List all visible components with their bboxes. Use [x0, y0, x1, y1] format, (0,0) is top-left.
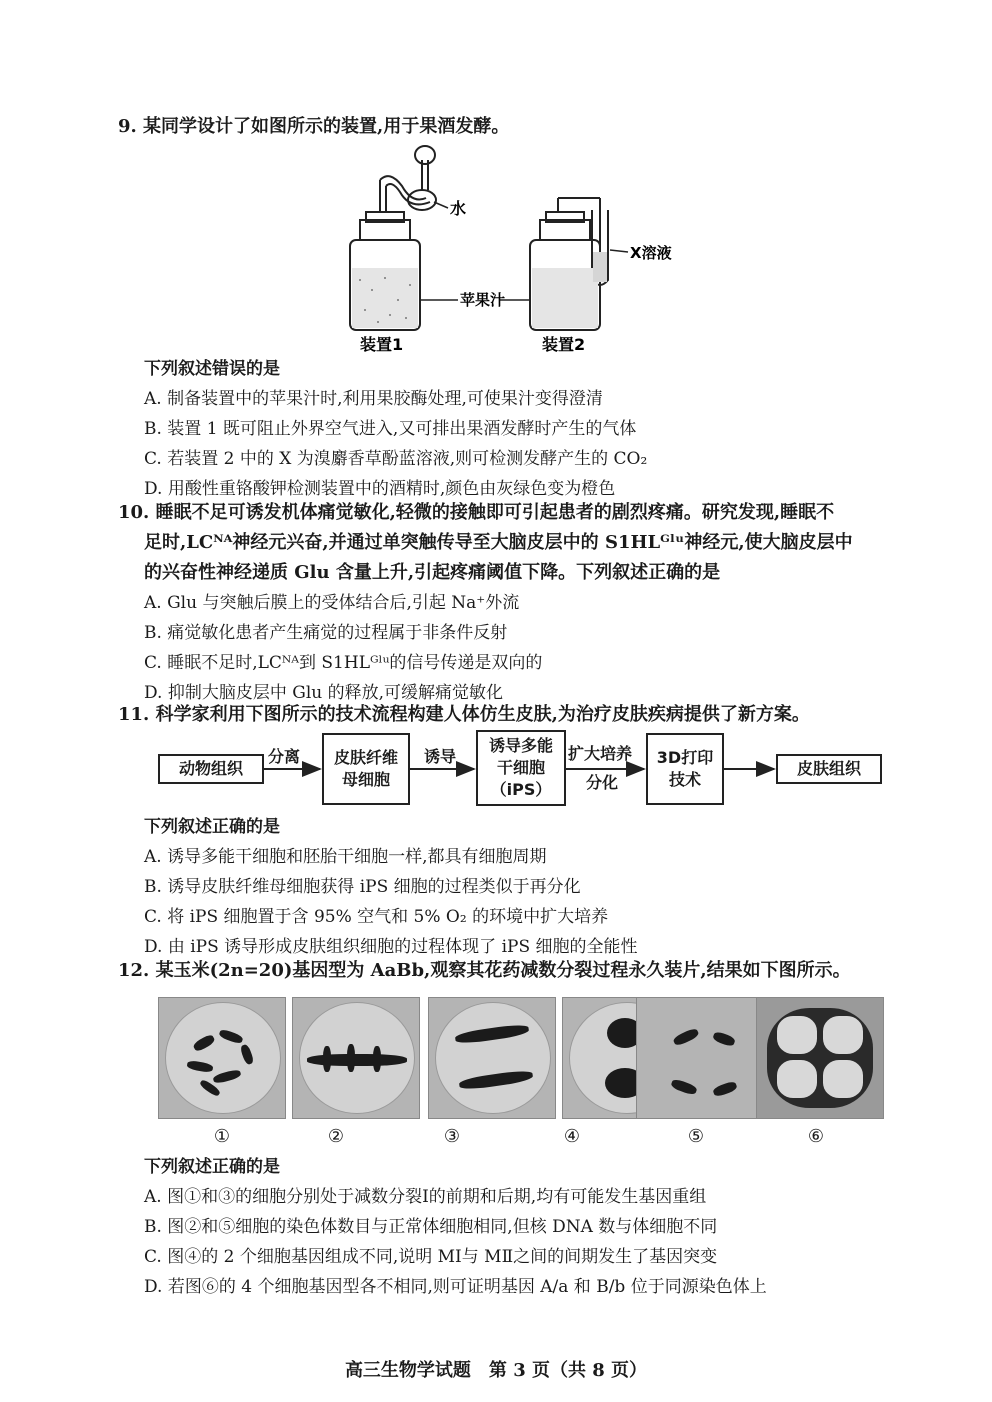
- q9-lead: 下列叙述错误的是: [144, 359, 280, 379]
- caption-5: ⑤: [687, 1126, 705, 1147]
- q9-option-a: A. 制备装置中的苹果汁时,利用果胶酶处理,可使果汁变得澄清: [144, 389, 603, 409]
- tetrad-cell: [777, 1060, 817, 1098]
- caption-3: ③: [443, 1126, 461, 1147]
- micrograph-5: [636, 997, 764, 1119]
- q11-lead: 下列叙述正确的是: [144, 817, 280, 837]
- flow-box-3d-print-line1: 3D打印: [656, 748, 714, 767]
- label-device-2: 装置2: [542, 335, 586, 354]
- question-12-stem: [118, 956, 958, 986]
- question-12-body: [144, 1152, 964, 1302]
- label-device-1: 装置1: [360, 335, 404, 354]
- tetrad-cell: [823, 1016, 863, 1054]
- q10-option-d: D. 抑制大脑皮层中 Glu 的释放,可缓解痛觉敏化: [144, 683, 504, 703]
- micrograph-1-cell: [165, 1002, 281, 1114]
- chromosome-mark: [347, 1044, 355, 1072]
- chromosome-mark: [373, 1046, 381, 1072]
- flow-arrow-label-separate: 分离: [268, 747, 301, 766]
- micrograph-1: [158, 997, 286, 1119]
- q10-line-3: 的兴奋性神经递质 Glu 含量上升,引起疼痛阈值下降。下列叙述正确的是: [144, 562, 721, 583]
- question-11-body: [144, 812, 944, 962]
- flow-box-3d-print-line2: 技术: [668, 770, 701, 789]
- q12-option-a: A. 图①和③的细胞分别处于减数分裂Ⅰ的前期和后期,均有可能发生基因重组: [144, 1187, 707, 1207]
- flow-arrow-label-induce: 诱导: [424, 747, 457, 766]
- metaphase-plate: [307, 1054, 407, 1066]
- label-x-solution: X溶液: [630, 244, 672, 262]
- q10-line-2: 足时,LCᴺᴬ神经元兴奋,并通过单突触传导至大脑皮层中的 S1HLᴳˡᵘ神经元,使大脑皮层中: [144, 532, 853, 553]
- q9-option-d: D. 用酸性重铬酸钾检测装置中的酒精时,颜色由灰绿色变为橙色: [144, 479, 616, 499]
- q10-option-c: C. 睡眠不足时,LCᴺᴬ到 S1HLᴳˡᵘ的信号传递是双向的: [144, 653, 543, 673]
- micrograph-6: [756, 997, 884, 1119]
- flow-arrow-label-expand: 扩大培养: [568, 744, 633, 763]
- q11-option-d: D. 由 iPS 诱导形成皮肤组织细胞的过程体现了 iPS 细胞的全能性: [144, 937, 638, 957]
- caption-1: ①: [213, 1126, 231, 1147]
- q10-line-1: 10. 睡眠不足可诱发机体痛觉敏化,轻微的接触即可引起患者的剧烈疼痛。研究发现,睡眠不: [118, 502, 835, 523]
- flow-box-ips-line3: （iPS）: [490, 780, 552, 799]
- caption-4: ④: [563, 1126, 581, 1147]
- q12-lead: 下列叙述正确的是: [144, 1157, 280, 1177]
- chromosome-group: [672, 1027, 700, 1047]
- q10-option-a: A. Glu 与突触后膜上的受体结合后,引起 Na⁺外流: [144, 593, 520, 613]
- label-water: 水: [450, 199, 467, 218]
- q12-option-c: C. 图④的 2 个细胞基因组成不同,说明 MⅠ与 MⅡ之间的间期发生了基因突变: [144, 1247, 718, 1267]
- q9-stem-text: 9. 某同学设计了如图所示的装置,用于果酒发酵。: [118, 116, 510, 137]
- flow-box-fibroblast-line1: 皮肤纤维: [333, 748, 398, 767]
- q12-option-d: D. 若图⑥的 4 个细胞基因型各不相同,则可证明基因 A/a 和 B/b 位于同源染色体上: [144, 1277, 767, 1297]
- flow-box-skin-tissue-label: 皮肤组织: [796, 759, 861, 778]
- micrograph-3: [428, 997, 556, 1119]
- label-juice: 苹果汁: [460, 291, 506, 309]
- caption-2: ②: [327, 1126, 345, 1147]
- q11-option-b: B. 诱导皮肤纤维母细胞获得 iPS 细胞的过程类似于再分化: [144, 877, 581, 897]
- q9-option-c: C. 若装置 2 中的 X 为溴麝香草酚蓝溶液,则可检测发酵产生的 CO₂: [144, 449, 648, 469]
- micrograph-2: [292, 997, 420, 1119]
- tetrad-cell: [777, 1016, 817, 1054]
- chromosome-group: [712, 1080, 738, 1098]
- q9-option-b: B. 装置 1 既可阻止外界空气进入,又可排出果酒发酵时产生的气体: [144, 419, 637, 439]
- q11-option-a: A. 诱导多能干细胞和胚胎干细胞一样,都具有细胞周期: [144, 847, 547, 867]
- tetrad-cell: [823, 1060, 863, 1098]
- q12-stem-text: 12. 某玉米(2n=20)基因型为 AaBb,观察其花药减数分裂过程永久装片,结果如下图所示。: [118, 960, 851, 981]
- chromosome-group: [670, 1078, 698, 1096]
- q12-option-b: B. 图②和⑤细胞的染色体数目与正常体细胞相同,但核 DNA 数与体细胞不同: [144, 1217, 718, 1237]
- micrograph-3-cell: [435, 1002, 551, 1114]
- caption-6: ⑥: [807, 1126, 825, 1147]
- q11-stem-text: 11. 科学家利用下图所示的技术流程构建人体仿生皮肤,为治疗皮肤疾病提供了新方案。: [118, 704, 810, 725]
- flow-box-ips-line2: 干细胞: [496, 758, 545, 777]
- chromosome-group: [712, 1031, 736, 1048]
- q10-option-b: B. 痛觉敏化患者产生痛觉的过程属于非条件反射: [144, 623, 508, 643]
- page-footer: 高三生物学试题 第 3 页（共 8 页）: [344, 1360, 648, 1381]
- chromosome-mark: [323, 1046, 331, 1072]
- q11-option-c: C. 将 iPS 细胞置于含 95% 空气和 5% O₂ 的环境中扩大培养: [144, 907, 609, 927]
- flow-box-ips-line1: 诱导多能: [488, 736, 553, 755]
- flow-box-fibroblast-line2: 母细胞: [341, 770, 390, 789]
- flow-box-animal-tissue-label: 动物组织: [178, 759, 243, 778]
- flow-arrow-label-differentiate: 分化: [586, 773, 619, 792]
